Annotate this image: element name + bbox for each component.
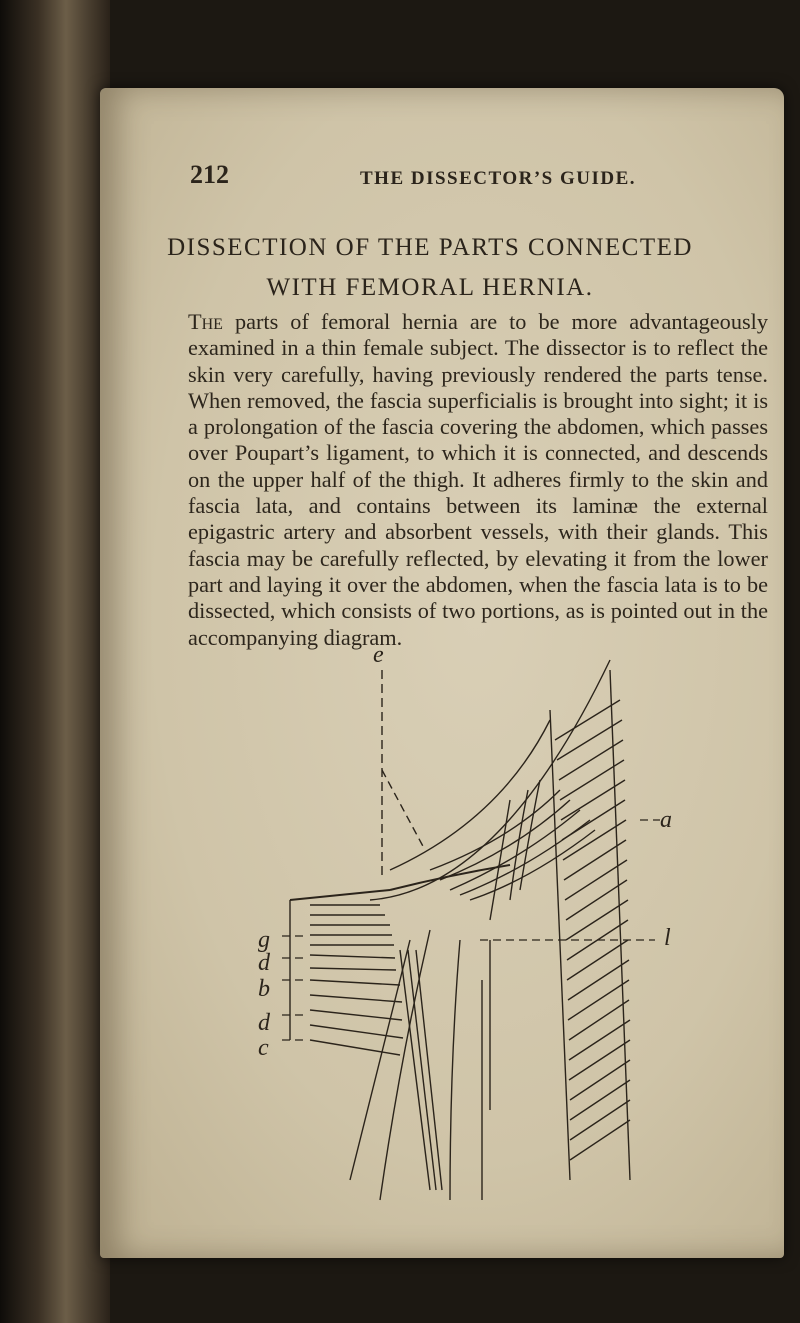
page-header bbox=[0, 160, 800, 200]
label-l: l bbox=[664, 925, 671, 951]
label-d-lower: d bbox=[258, 1010, 270, 1036]
label-e: e bbox=[373, 642, 384, 668]
lead-word: The bbox=[188, 309, 223, 334]
paragraph-text: parts of femoral hernia are to be more advantageously examined in a thin female subject. The dissector is to reflect the skin very carefully, having previously rendered the parts tense. When removed, the fascia superficialis is brought into sight; it is a prolongation of the fascia covering the abdomen, which passes over Poupart’s ligament, to which it is connected, and descends on the upper half of the thigh. It adheres firmly to the skin and fascia lata, and contains between its laminæ the external epigastric artery and absorbent vessels, with their glands. This fascia may be carefully reflected, by elevating it from the lower part and laying it over the abdomen, when the fascia lata is to be dissected, which consists of two portions, as is pointed out in the accompanying diagram. bbox=[188, 309, 768, 650]
label-c: c bbox=[258, 1035, 269, 1061]
label-d-upper: d bbox=[258, 950, 270, 976]
page-number: 212 bbox=[190, 160, 229, 189]
label-b: b bbox=[258, 976, 270, 1002]
running-head: THE DISSECTOR’S GUIDE. bbox=[360, 168, 637, 189]
label-a: a bbox=[660, 807, 672, 833]
femoral-hernia-diagram bbox=[250, 640, 670, 1220]
label-g: g bbox=[258, 927, 270, 953]
body-paragraph bbox=[188, 309, 768, 651]
section-title-line-1: DISSECTION OF THE PARTS CONNECTED bbox=[167, 234, 693, 261]
section-title-line-2: WITH FEMORAL HERNIA. bbox=[266, 274, 594, 301]
